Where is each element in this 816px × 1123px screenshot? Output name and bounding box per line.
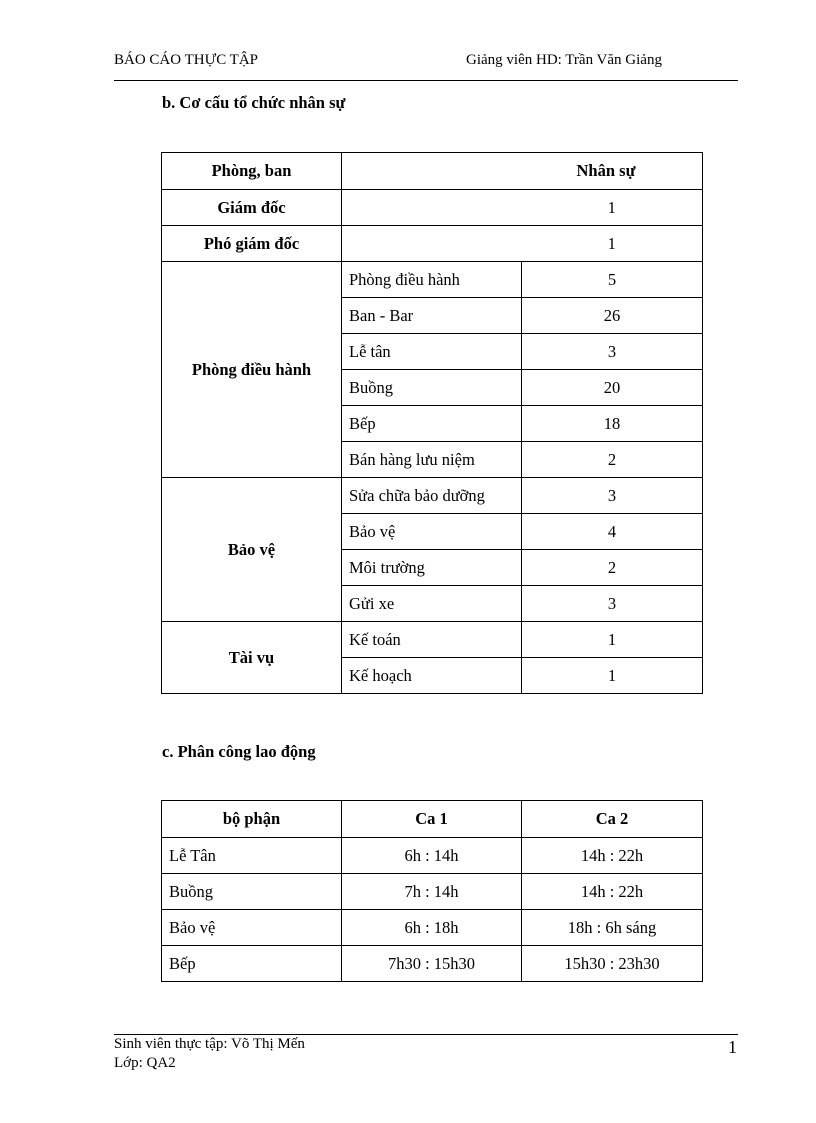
page-header: [114, 52, 738, 74]
sub-unit-label: Kế hoạch: [342, 658, 522, 694]
col-header-dept: bộ phận: [162, 801, 342, 838]
sub-unit-value: 3: [522, 334, 703, 370]
supervisor: Giảng viên HD: Trần Văn Giảng: [466, 52, 662, 68]
sub-unit-label: Gửi xe: [342, 586, 522, 622]
page-number: 1: [728, 1037, 737, 1057]
section-b-title: b. Cơ cấu tổ chức nhân sự: [162, 93, 346, 112]
table-row: [162, 622, 703, 658]
sub-unit-label: Lễ tân: [342, 334, 522, 370]
group-name: Tài vụ: [162, 622, 342, 694]
student-name: Sinh viên thực tập: Võ Thị Mến: [114, 1036, 305, 1052]
shift2-cell: 18h : 6h sáng: [522, 910, 703, 946]
sub-unit-value: 18: [522, 406, 703, 442]
shift2-cell: 14h : 22h: [522, 874, 703, 910]
table-row: [162, 910, 703, 946]
dept-cell: Bảo vệ: [162, 910, 342, 946]
director-value: 1: [522, 190, 703, 226]
table-row: [162, 262, 703, 298]
sub-unit-value: 3: [522, 478, 703, 514]
table-row: [162, 874, 703, 910]
sub-unit-value: 26: [522, 298, 703, 334]
report-title: BÁO CÁO THỰC TẬP: [114, 52, 259, 68]
page-footer: [114, 1035, 305, 1073]
sub-unit-label: Kế toán: [342, 622, 522, 658]
sub-unit-value: 4: [522, 514, 703, 550]
shift2-cell: 14h : 22h: [522, 838, 703, 874]
sub-unit-value: 2: [522, 550, 703, 586]
section-c-title: c. Phân công lao động: [162, 742, 316, 761]
group-name: Phòng điều hành: [162, 262, 342, 478]
org-structure-table: [161, 152, 703, 694]
table-row: [162, 226, 703, 262]
col-header-shift1: Ca 1: [342, 801, 522, 838]
class-name: Lớp: QA2: [114, 1055, 176, 1071]
col-header-dept: Phòng, ban: [162, 153, 342, 190]
labor-assignment-table: [161, 800, 703, 982]
dept-cell: Lễ Tân: [162, 838, 342, 874]
col-header-staff: Nhân sự: [522, 153, 703, 190]
deputy-value: 1: [522, 226, 703, 262]
deputy-label: Phó giám đốc: [162, 226, 342, 262]
table-header-row: [162, 801, 703, 838]
shift1-cell: 6h : 14h: [342, 838, 522, 874]
sub-unit-label: Sửa chữa bảo dưỡng: [342, 478, 522, 514]
dept-cell: Bếp: [162, 946, 342, 982]
shift1-cell: 7h30 : 15h30: [342, 946, 522, 982]
table-header-row: [162, 153, 703, 190]
sub-unit-value: 1: [522, 622, 703, 658]
sub-unit-label: Ban - Bar: [342, 298, 522, 334]
sub-unit-label: Bếp: [342, 406, 522, 442]
table-row: [162, 190, 703, 226]
group-name: Bảo vệ: [162, 478, 342, 622]
sub-unit-label: Bán hàng lưu niệm: [342, 442, 522, 478]
shift1-cell: 7h : 14h: [342, 874, 522, 910]
table-row: [162, 478, 703, 514]
sub-unit-label: Buồng: [342, 370, 522, 406]
sub-unit-label: Môi trường: [342, 550, 522, 586]
sub-unit-value: 5: [522, 262, 703, 298]
dept-cell: Buồng: [162, 874, 342, 910]
header-divider: [114, 80, 738, 81]
shift1-cell: 6h : 18h: [342, 910, 522, 946]
sub-unit-value: 1: [522, 658, 703, 694]
sub-unit-label: Bảo vệ: [342, 514, 522, 550]
table-row: [162, 946, 703, 982]
sub-unit-value: 3: [522, 586, 703, 622]
sub-unit-label: Phòng điều hành: [342, 262, 522, 298]
sub-unit-value: 2: [522, 442, 703, 478]
director-label: Giám đốc: [162, 190, 342, 226]
sub-unit-value: 20: [522, 370, 703, 406]
shift2-cell: 15h30 : 23h30: [522, 946, 703, 982]
col-header-shift2: Ca 2: [522, 801, 703, 838]
table-row: [162, 838, 703, 874]
